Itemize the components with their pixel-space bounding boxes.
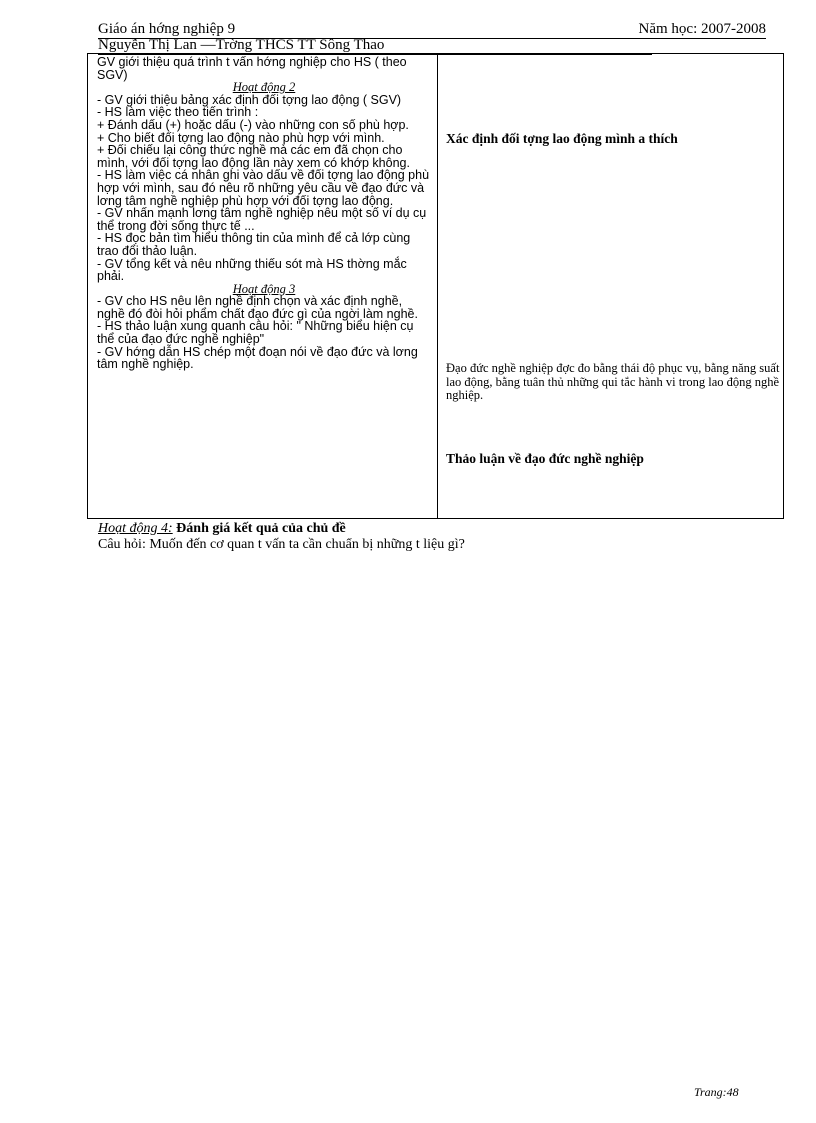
left-paragraph: - HS làm việc theo tiến trình : xyxy=(97,105,259,120)
left-paragraph: + Cho biết đối tợng lao động nào phù hợp với mình. xyxy=(97,130,385,145)
lesson-table xyxy=(87,53,784,519)
left-paragraph: - HS đọc bản tìm hiểu thông tin của mình để cả lớp cùng trao đổi thảo luận. xyxy=(97,231,411,258)
left-paragraph: - GV nhấn mạnh lơng tâm nghề nghiệp nêu một số ví dụ cụ thể trong đời sống thực tế ... xyxy=(97,206,427,233)
activity-4-title: Đánh giá kết quả của chủ đề xyxy=(176,521,346,536)
page-number: Trang:48 xyxy=(694,1085,739,1099)
left-paragraph: - GV giới thiệu bảng xác định đối tợng lao động ( SGV) xyxy=(97,92,402,107)
left-paragraph: - HS làm việc cá nhân ghi vào dấu về đối tợng lao động phù hợp với mình, sau đó nêu rõ những yêu cầu về đạo đức và lơng tâm nghề nghiệp phù hợp với đối tợng lao động. xyxy=(97,168,430,208)
activity-4-label: Hoạt động 4: xyxy=(98,521,173,536)
left-paragraph: - HS thảo luận xung quanh câu hỏi: " Những biểu hiện cụ thể của đạo đức nghề nghiệp" xyxy=(97,319,414,347)
left-column xyxy=(97,56,431,371)
activity-heading: Hoạt động 3 xyxy=(232,281,296,296)
right-heading-objects: Xác định đối tợng lao động mình a thích xyxy=(446,131,678,146)
left-paragraph: - GV tổng kết và nêu những thiếu sót mà HS thờng mắc phải. xyxy=(97,256,407,284)
subject-title: Giáo án hớng nghiệp 9 xyxy=(98,21,236,37)
activity-4-question: Câu hỏi: Muốn đến cơ quan t vấn ta cần chuẩn bị những t liệu gì? xyxy=(98,537,465,552)
column-divider xyxy=(437,54,438,518)
right-heading-discussion: Thảo luận về đạo đức nghề nghiệp xyxy=(446,451,644,466)
activity-4-line xyxy=(98,521,346,537)
left-paragraph: - GV cho HS nêu lên nghề định chọn và xác định nghề, nghề đó đòi hỏi phẩm chất đạo đức gì của ngời làm nghề. xyxy=(97,294,418,321)
right-paragraph-ethics: Đạo đức nghề nghiệp đợc đo bằng thái độ phục vụ, bằng năng suất lao động, bằng tuân thủ những qui tắc hành vi trong lao động nghề nghiệp. xyxy=(446,361,780,402)
activity-heading: Hoạt động 2 xyxy=(232,80,296,95)
left-paragraph: + Đối chiếu lại công thức nghề mà các em đã chọn cho mình, với đối tợng lao động lần này xem có khớp không. xyxy=(97,143,410,170)
left-paragraph: - GV hớng dẫn HS chép một đoạn nói về đạo đức và lơng tâm nghề nghiệp. xyxy=(97,344,418,372)
left-paragraph: + Đánh dấu (+) hoặc dấu (-) vào những con số phù hợp. xyxy=(97,117,409,132)
author-school: Nguyễn Thị Lan —Trờng THCS TT Sông Thao xyxy=(98,37,652,55)
left-paragraph: GV giới thiệu quá trình t vấn hớng nghiệp cho HS ( theo SGV) xyxy=(97,55,407,82)
school-year: Năm học: 2007-2008 xyxy=(638,21,766,37)
